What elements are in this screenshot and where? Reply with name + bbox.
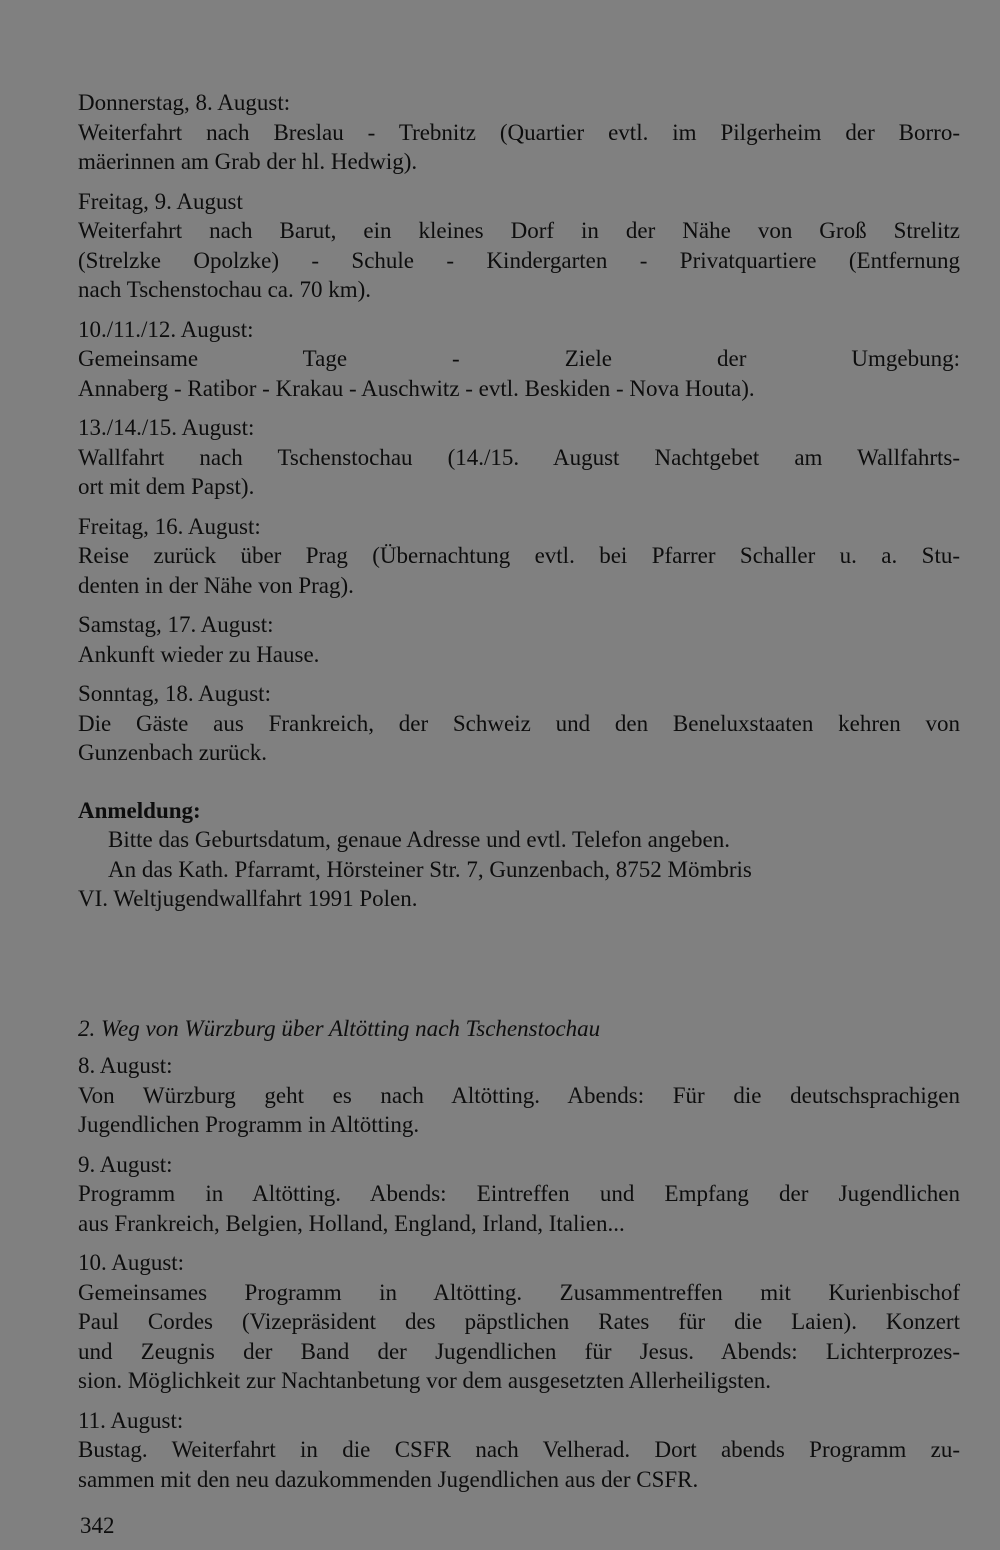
itinerary-entry xyxy=(78,1051,960,1140)
entry-text-line: Wallfahrt nach Tschenstochau (14./15. August Nachtgebet am Wallfahrts- xyxy=(78,444,960,470)
entry-text-line: (Strelzke Opolzke) - Schule - Kindergarten - Privatquartiere (Entfernung xyxy=(78,247,960,273)
entry-date: Donnerstag, 8. August: xyxy=(78,90,291,115)
entry-date: Freitag, 9. August xyxy=(78,188,243,214)
entry-text-line: sammen mit den neu dazukommenden Jugendlichen aus der CSFR. xyxy=(78,1466,699,1492)
entry-text-line: Gunzenbach zurück. xyxy=(78,740,268,765)
entry-date: 10. August: xyxy=(78,1250,185,1275)
entry-date: Sonntag, 18. August: xyxy=(78,681,271,706)
itinerary-part-1 xyxy=(78,88,960,768)
itinerary-entry xyxy=(78,315,960,404)
itinerary-entry xyxy=(78,512,960,601)
entry-text-line: Reise zurück über Prag (Übernachtung evtl. bei Pfarrer Schaller u. a. Stu- xyxy=(78,543,960,568)
entry-text-line: Gemeinsame Tage - Ziele der Umgebung: xyxy=(78,346,960,371)
registration-line-3: VI. Weltjugendwallfahrt 1991 Polen. xyxy=(78,886,418,911)
entry-text-line: Von Würzburg geht es nach Altötting. Abends: Für die deutschsprachigen xyxy=(78,1082,960,1108)
itinerary-part-2 xyxy=(78,1051,960,1494)
entry-date: 11. August: xyxy=(78,1407,184,1433)
section-2-title: 2. Weg von Würzburg über Altötting nach Tschenstochau xyxy=(78,1015,601,1041)
entry-text-line: ort mit dem Papst). xyxy=(78,474,255,499)
page-number: 342 xyxy=(80,1513,115,1538)
entry-text-line: Weiterfahrt nach Barut, ein kleines Dorf in der Nähe von Groß Strelitz xyxy=(78,218,960,243)
entry-text-line: Jugendlichen Programm in Altötting. xyxy=(78,1112,420,1137)
registration-line-2: An das Kath. Pfarramt, Hörsteiner Str. 7, Gunzenbach, 8752 Mömbris xyxy=(108,856,752,882)
entry-text-line: und Zeugnis der Band der Jugendlichen für Jesus. Abends: Lichterprozes- xyxy=(78,1338,960,1364)
entry-date: 13./14./15. August: xyxy=(78,415,255,440)
itinerary-entry xyxy=(78,1406,960,1495)
entry-text-line: Programm in Altötting. Abends: Eintreffen und Empfang der Jugendlichen xyxy=(78,1181,960,1206)
itinerary-entry xyxy=(78,187,960,305)
entry-text-line: nach Tschenstochau ca. 70 km). xyxy=(78,277,372,302)
entry-text-line: sion. Möglichkeit zur Nachtanbetung vor dem ausgesetzten Allerheiligsten. xyxy=(78,1368,772,1393)
entry-text-line: Die Gäste aus Frankreich, der Schweiz und den Beneluxstaaten kehren von xyxy=(78,710,960,736)
entry-text-line: mäerinnen am Grab der hl. Hedwig). xyxy=(78,149,418,174)
itinerary-entry xyxy=(78,679,960,768)
entry-text-line: Ankunft wieder zu Hause. xyxy=(78,641,320,667)
entry-date: 9. August: xyxy=(78,1151,173,1177)
entry-text-line: Weiterfahrt nach Breslau - Trebnitz (Quartier evtl. im Pilgerheim der Borro- xyxy=(78,119,960,145)
itinerary-entry xyxy=(78,1248,960,1396)
registration-line-1: Bitte das Geburtsdatum, genaue Adresse und evtl. Telefon angeben. xyxy=(108,827,730,852)
entry-text-line: Gemeinsames Programm in Altötting. Zusammentreffen mit Kurienbischof xyxy=(78,1279,960,1305)
itinerary-entry xyxy=(78,413,960,502)
registration-heading: Anmeldung: xyxy=(78,797,201,823)
page-content xyxy=(78,88,960,1504)
entry-text-line: Paul Cordes (Vizepräsident des päpstlichen Rates für die Laien). Konzert xyxy=(78,1309,960,1334)
itinerary-entry xyxy=(78,88,960,177)
entry-text-line: Bustag. Weiterfahrt in die CSFR nach Velherad. Dort abends Programm zu- xyxy=(78,1437,960,1462)
entry-date: 10./11./12. August: xyxy=(78,316,254,342)
itinerary-entry xyxy=(78,1150,960,1239)
entry-text-line: Annaberg - Ratibor - Krakau - Auschwitz - evtl. Beskiden - Nova Houta). xyxy=(78,375,755,401)
itinerary-entry xyxy=(78,610,960,669)
entry-text-line: aus Frankreich, Belgien, Holland, England, Irland, Italien... xyxy=(78,1210,625,1236)
registration-block xyxy=(78,796,960,914)
entry-date: Samstag, 17. August: xyxy=(78,612,274,637)
entry-date: 8. August: xyxy=(78,1053,173,1078)
entry-date: Freitag, 16. August: xyxy=(78,513,261,539)
entry-text-line: denten in der Nähe von Prag). xyxy=(78,572,354,598)
